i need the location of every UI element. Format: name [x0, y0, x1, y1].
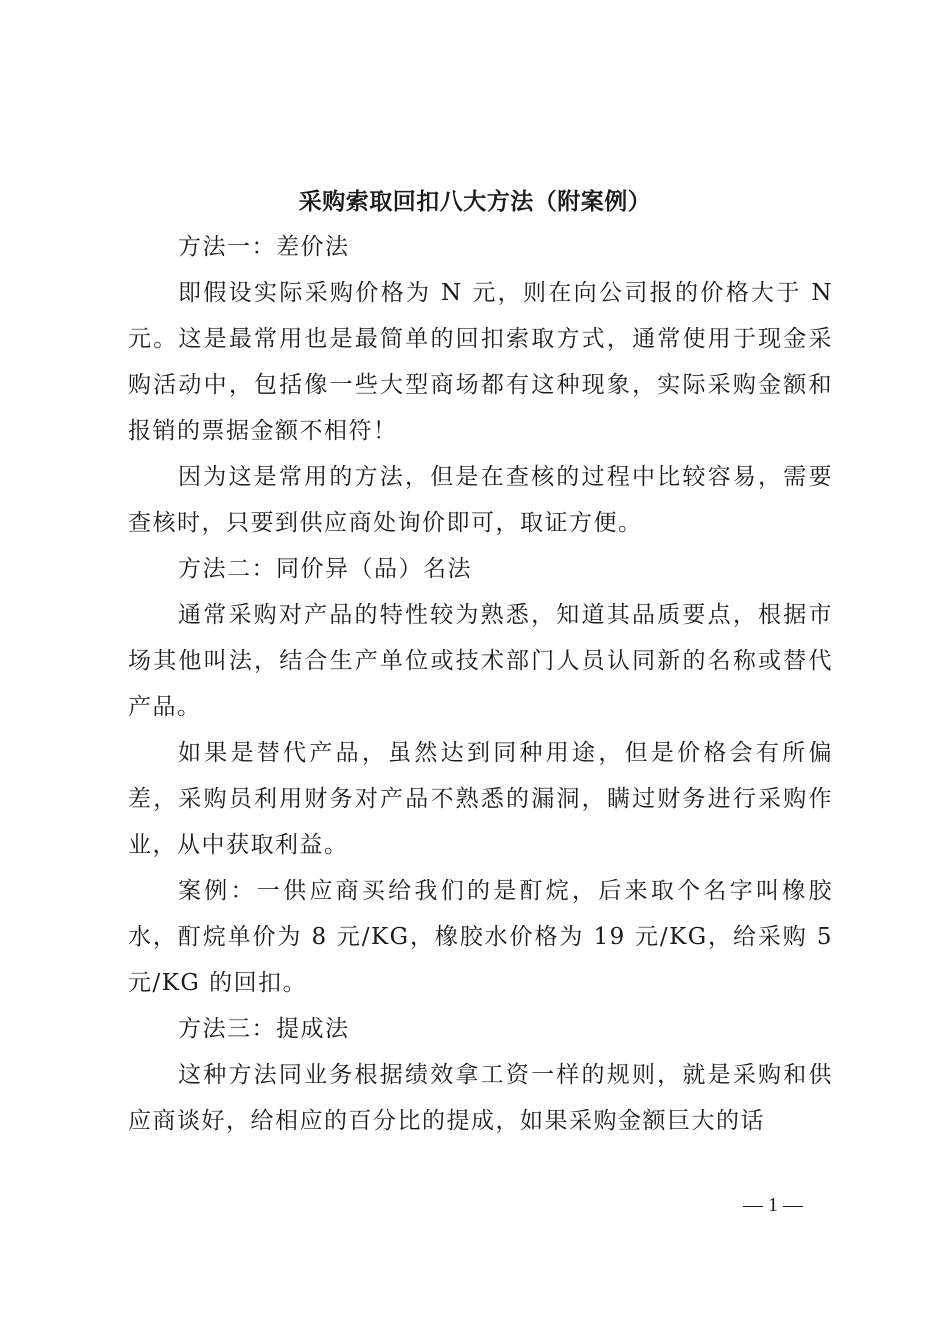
body-paragraph: 即假设实际采购价格为 N 元，则在向公司报的价格大于 N 元。这是最常用也是最简单的回扣索取方式，通常使用于现金采购活动中，包括像一些大型商场都有这种现象，实际采购金额和报销的票据金额不相符！ [128, 280, 833, 444]
case-example-paragraph: 案例：一供应商买给我们的是酊烷，后来取个名字叫橡胶水，酊烷单价为 8 元/KG，橡胶水价格为 19 元/KG，给采购 5 元/KG 的回扣。 [128, 878, 833, 996]
document-title: 采购索取回扣八大方法（附案例） [298, 188, 652, 215]
body-paragraph: 这种方法同业务根据绩效拿工资一样的规则，就是采购和供应商谈好，给相应的百分比的提成，如果采购金额巨大的话 [128, 1062, 833, 1134]
body-paragraph: 因为这是常用的方法，但是在查核的过程中比较容易，需要查核时，只要到供应商处询价即可，取证方便。 [128, 464, 833, 536]
body-paragraph: 通常采购对产品的特性较为熟悉，知道其品质要点，根据市场其他叫法，结合生产单位或技术部门人员认同新的名称或替代产品。 [128, 602, 833, 720]
section-heading-method-3: 方法三：提成法 [178, 1016, 350, 1042]
section-heading-method-1: 方法一：差价法 [178, 234, 350, 260]
page-number: — 1 — [743, 1194, 803, 1216]
section-heading-method-2: 方法二：同价异（品）名法 [178, 556, 472, 582]
body-paragraph: 如果是替代产品，虽然达到同种用途，但是价格会有所偏差，采购员利用财务对产品不熟悉的漏洞，瞒过财务进行采购作业，从中获取利益。 [128, 740, 833, 858]
